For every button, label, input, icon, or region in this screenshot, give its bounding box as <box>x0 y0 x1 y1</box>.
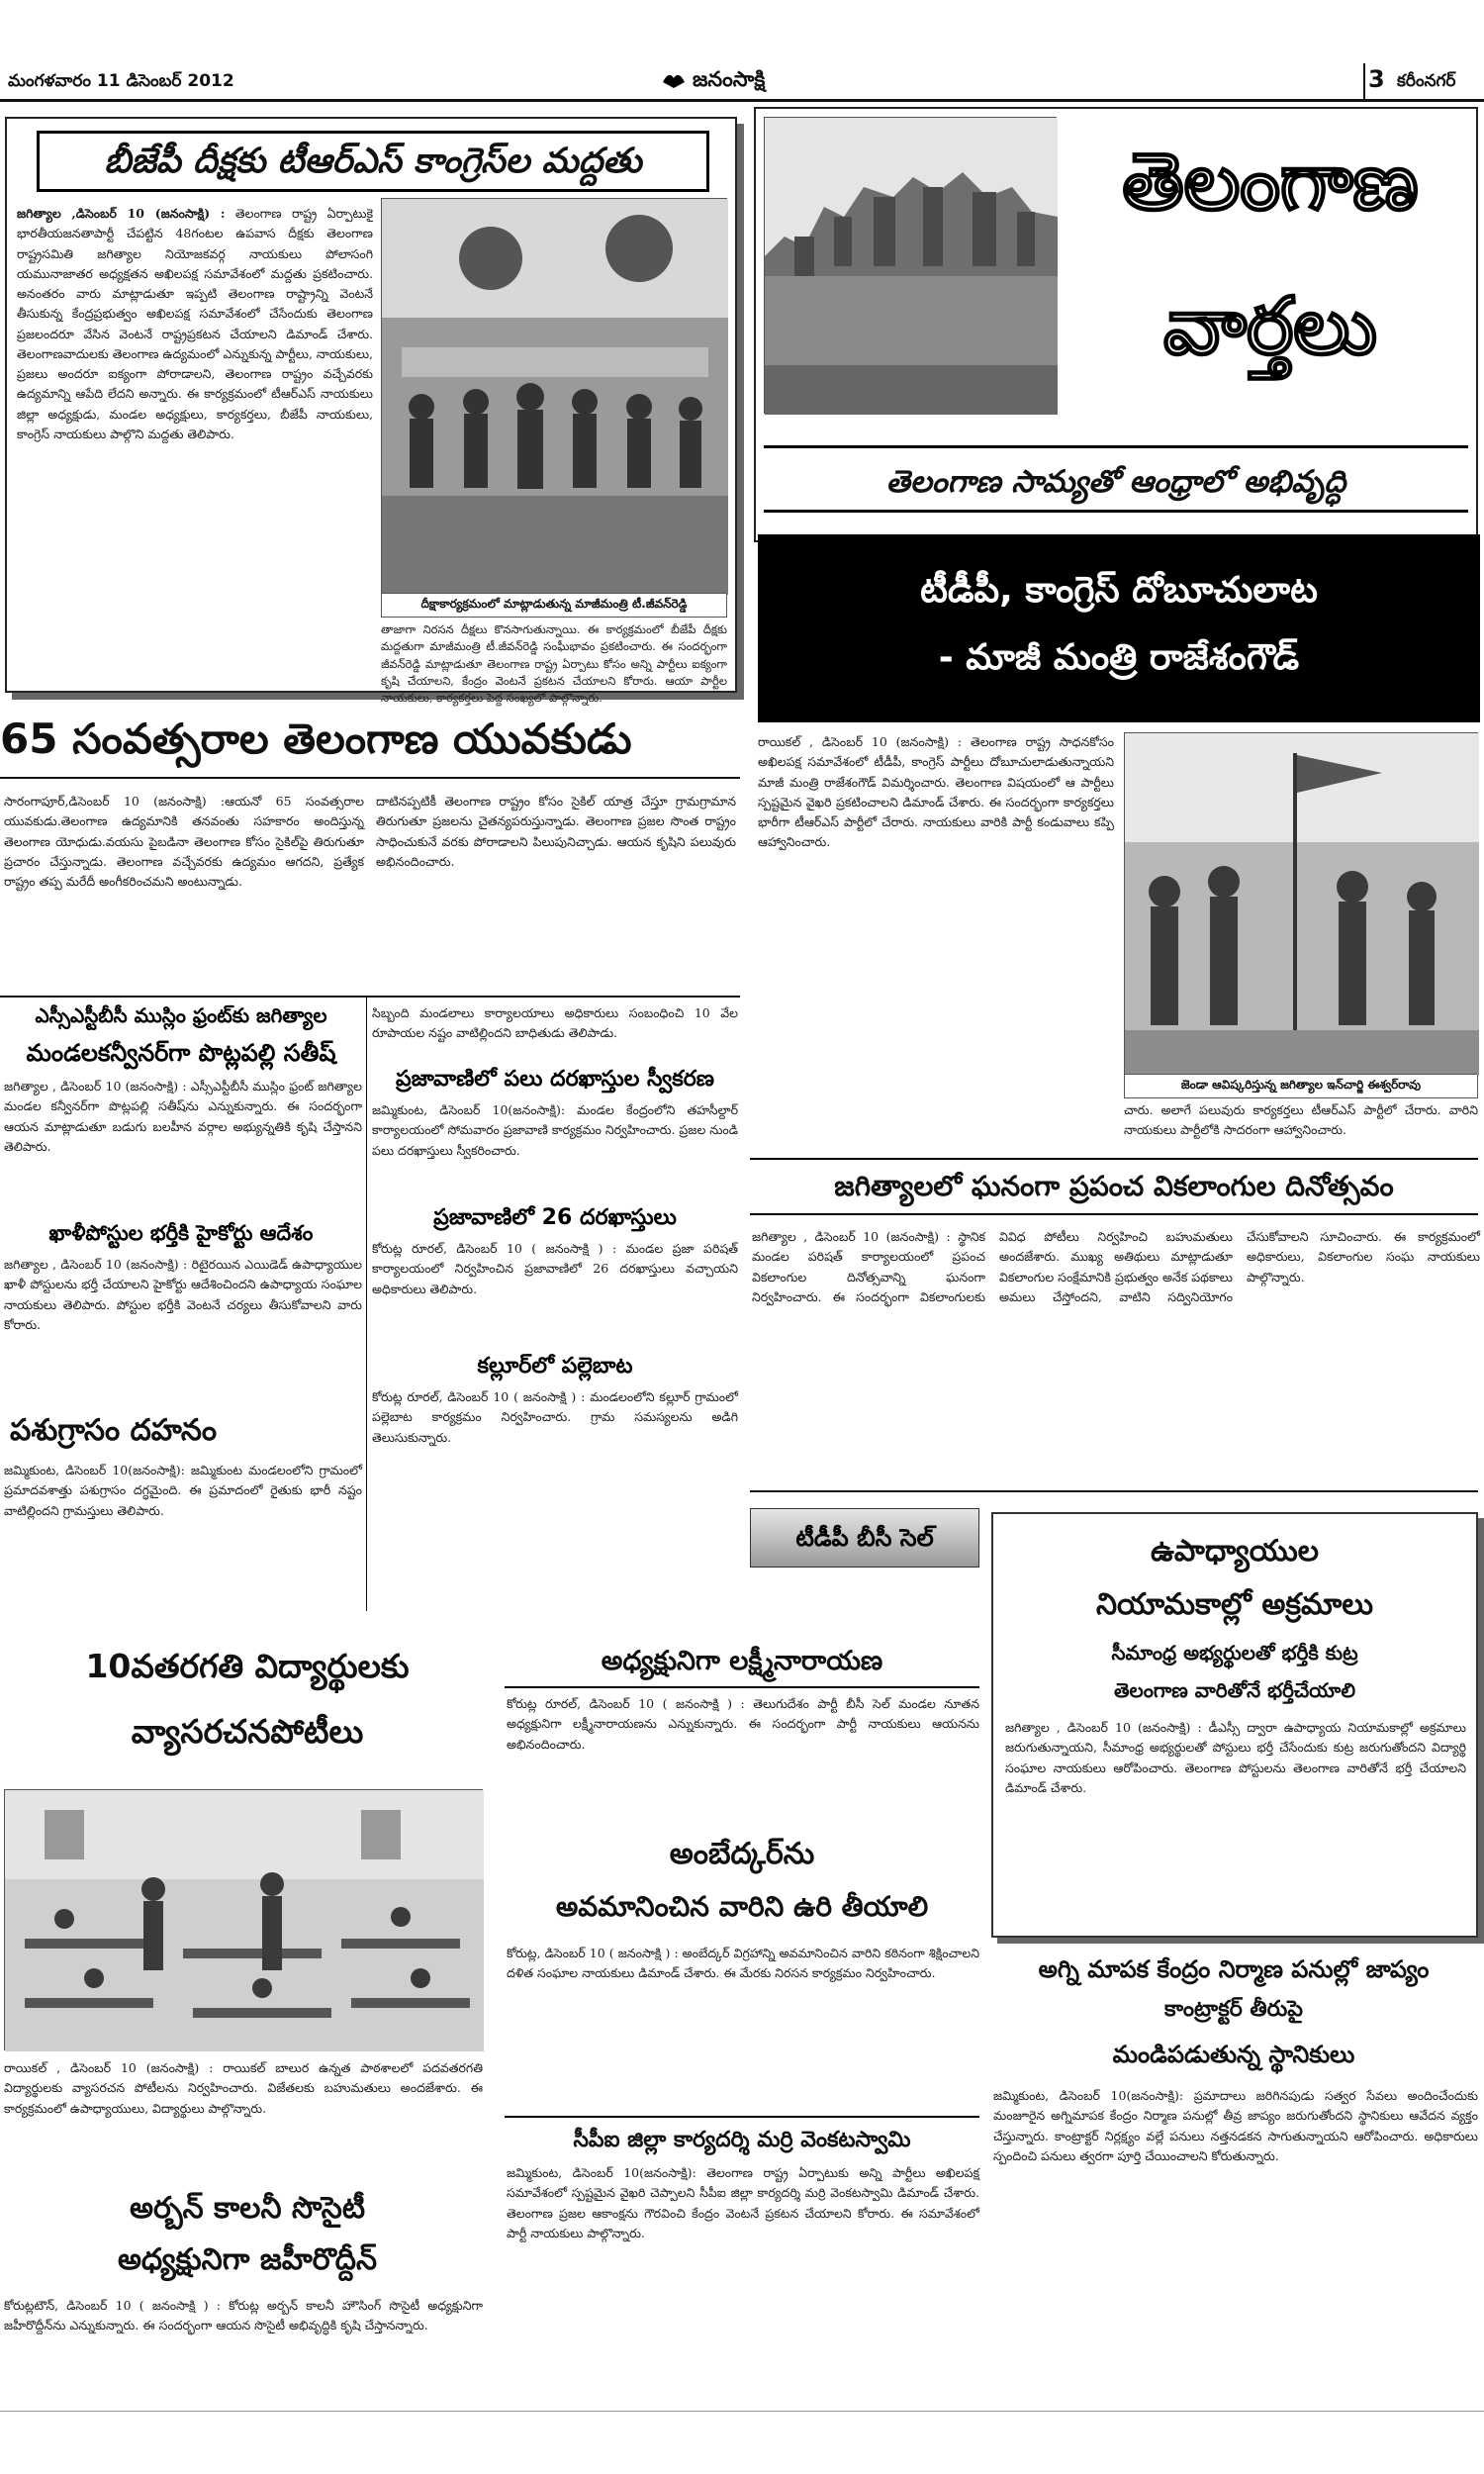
kalluru-headline: కల్లూర్‌లో పల్లెబాట <box>477 1354 633 1379</box>
dateline: జగిత్యాల ,డిసెంబర్ 10 (జనంసాక్షి) : <box>17 206 226 221</box>
masthead-rule <box>0 99 1484 102</box>
article-body <box>17 204 373 639</box>
scst-body: జగిత్యాల , డిసెంబర్ 10 (జనంసాక్షి) : ఎస్సీఎస్టీబీసీ ముస్లిం ఫ్రంట్ జగిత్యాల మండల కన్వీనర్‌గా పొట్లపల్లి సతీష్‌ను ఎన్నుకున్నారు. ఈ సందర్భంగా ఆయన మాట్లాడుతూ బడుగు బలహీన వర్గాల అభ్యున్నతికి కృషి చేస్తానని తెలిపారు. <box>4 1079 362 1154</box>
tenth-headline-line2: వ్యాసరచనపోటీలు <box>131 1712 364 1751</box>
26-applications-headline: ప్రజావాణిలో 26 దరఖాస్తులు <box>433 1205 677 1230</box>
prajavani-headline: ప్రజావాణిలో పలు దరఖాస్తుల స్వీకరణ <box>396 1067 714 1092</box>
headline-line2: - మాజీ మంత్రి రాజేశంగౌడ్ <box>938 637 1300 678</box>
tdp-article-body-continued: చారు. అలాగే పలువురు కార్యకర్తలు టీఆర్ఎస్ పార్టీలో చేరారు. వారిని నాయకులు పార్టీలోకి సాదరంగా ఆహ్వానించారు. <box>1124 1102 1478 1138</box>
banner-tagline: తెలంగాణ సామ్యతో ఆంధ్రాలో అభివృద్ధి <box>764 445 1468 513</box>
masthead-rule-page-box <box>1363 63 1365 99</box>
vacancies-body: జగిత్యాల , డిసెంబర్ 10 (జనంసాక్షి) : రిటైరయిన ఎయిడెడ్ ఉపాధ్యాయుల ఖాళీ పోస్టులను భర్తీ చేయాలని హైకోర్టు ఆదేశించిందని ఉపాధ్యాయ సంఘాల నాయకులు తెలిపారు. పోస్టుల భర్తీకి వెంటనే చర్యలు తీసుకోవాలని వారు కోరారు. <box>4 1257 362 1332</box>
kalluru-body: కోరుట్ల రూరల్, డిసెంబర్ 10 ( జనంసాక్షి ) : మండలంలోని కల్లూర్ గ్రామంలో పల్లెబాట కార్యక్రమం నిర్వహించారు. గ్రామ సమస్యలను అడిగి తెలుసుకున్నారు. <box>372 1389 738 1445</box>
youth-story-headline: 65 సంవత్సరాల తెలంగాణ యువకుడు <box>0 714 632 763</box>
article-body-continued: తాజాగా నిరసన దీక్షలు కొనసాగుతున్నాయి. ఈ కార్యక్రమంలో బీజేపీ దీక్షకు మద్దతుగా మాజీమంత్రి టీ.జీవన్‌రెడ్డి సంఘీభావం ప్రకటించారు. ఈ సందర్భంగా జీవన్‌రెడ్డి మాట్లాడుతూ తెలంగాణ రాష్ట్ర ఏర్పాటు కోసం అన్ని పార్టీలు ఐక్యంగా కృషి చేయాలని, కేంద్రం వెంటనే ప్రకటన చేయాలని కోరారు. ఆయా పార్టీల నాయకులు, కార్యకర్తలు పెద్ద సంఖ్యలో పాల్గొన్నారు. <box>381 622 727 705</box>
youth-headline-underline <box>0 777 740 779</box>
scst-subhead: మండలకన్వీనర్‌గా పొట్లపల్లి సతీష్ <box>26 1039 336 1067</box>
page-bottom-rule <box>0 2411 1484 2412</box>
ambedkar-headline-line1: అంబేద్కర్‌ను <box>669 1837 815 1871</box>
article-body: జగిత్యాల , డిసెంబర్ 10 (జనంసాక్షి) : డీఎస్సీ ద్వారా ఉపాధ్యాయ నియామకాల్లో అక్రమాలు జరుగుతున్నాయని, సీమాంధ్ర అభ్యర్థులతో పోస్టులు భర్తీ చేసేందుకు కుట్ర జరుగుతోందని విద్యార్థి సంఘాల నాయకులు ఆరోపించారు. తెలంగాణ పోస్టులను తెలంగాణ వారితోనే భర్తీ చేయాలని డిమాండ్ చేశారు. <box>1005 1720 1466 1795</box>
issue-date: మంగళవారం 11 డిసెంబర్ 2012 <box>8 71 234 91</box>
scst-headline: ఎస్సీఎస్టీబీసీ ముస్లిం ఫ్రంట్‌కు జగిత్యాల <box>35 1003 327 1027</box>
section-banner <box>754 107 1478 542</box>
urban-headline-line2: అధ్యక్షునిగా జహీరొద్దీన్ <box>117 2242 378 2277</box>
exam-hall-photo <box>4 1789 483 2050</box>
subhead2: తెలంగాణ వారితోనే భర్తీచేయాలి <box>1114 1678 1355 1702</box>
vacancies-headline: ఖాళీపోస్టుల భర్తీకి హైకోర్టు ఆదేశం <box>48 1221 314 1245</box>
fodder-body: జమ్మికుంట, డిసెంబర్ 10(జనంసాక్షి): జమ్మికుంట మండలంలోని గ్రామంలో ప్రమాదవశాత్తు పశుగ్రాసం దగ్ధమైంది. ఈ ప్రమాదంలో రైతుకు భారీ నష్టం వాటిల్లిందని గ్రామస్తులు తెలిపారు. <box>4 1463 362 1518</box>
flag-hoisting-photo <box>1124 732 1478 1098</box>
news-photo-dharna <box>381 198 727 618</box>
subhead1: సీమాంధ్ర అభ్యర్థులతో భర్తీకి కుట్ర <box>1111 1641 1358 1665</box>
disabled-day-body: జగిత్యాల , డిసెంబర్ 10 (జనంసాక్షి) : స్థానిక మండల పరిషత్ కార్యాలయంలో ప్రపంచ వికలాంగుల దినోత్సవాన్ని ఘనంగా నిర్వహించారు. ఈ సందర్భంగా వికలాంగులకు వివిధ పోటీలు నిర్వహించి బహుమతులు అందజేశారు. ముఖ్య అతిథులు మాట్లాడుతూ వికలాంగుల సంక్షేమానికి ప్రభుత్వం అనేక పథకాలు అమలు చేస్తోందని, వాటిని సద్వినియోగం చేసుకోవాలని సూచించారు. ఈ కార్యక్రమంలో అధికారులు, వికలాంగుల సంఘ నాయకులు పాల్గొన్నారు. <box>752 1229 1480 1304</box>
tenth-body: రాయికల్ , డిసెంబర్ 10 (జనంసాక్షి) : రాయికల్ బాలుర ఉన్నత పాఠశాలలో పదవతరగతి విద్యార్థులకు వ్యాసరచన పోటీలను నిర్వహించారు. విజేతలకు బహుమతులు అందజేశారు. ఈ కార్యక్రమంలో ఉపాధ్యాయులు, విద్యార్థులు పాల్గొన్నారు. <box>4 2060 483 2116</box>
paper-name: జనంసాక్షి <box>693 67 766 91</box>
urban-headline-line1: అర్బన్ కాలనీ సొసైటీ <box>130 2191 365 2226</box>
ambedkar-headline-line2: అవమానించిన వారిని ఉరి తీయాలి <box>555 1890 929 1923</box>
cpi-headline: సీపీఐ జిల్లా కార్యదర్శి మర్రి వెంకటస్వామి <box>505 2116 979 2157</box>
fort-photo <box>764 117 1057 414</box>
headline-line2: నియామకాల్లో అక్రమాలు <box>1095 1587 1374 1622</box>
cpi-body: జమ్మికుంట, డిసెంబర్ 10(జనంసాక్షి): తెలంగాణ రాష్ట్ర ఏర్పాటుకు అన్ని పార్టీలు అఖిలపక్ష సమావేశంలో స్పష్టమైన వైఖరి చెప్పాలని సీపీఐ జిల్లా కార్యదర్శి మర్రి వెంకటస్వామి డిమాండ్ చేశారు. తెలంగాణ ప్రజల ఆకాంక్షను గౌరవించి కేంద్రం వెంటనే ప్రకటన చేయాలని కోరారు. ఈ సమావేశంలో పార్టీ నాయకులు పాల్గొన్నారు. <box>507 2165 979 2240</box>
headline: బీజేపీ దీక్షకు టీఆర్ఎస్ కాంగ్రెస్‌ల మద్దతు <box>37 131 709 192</box>
paper-logo-icon <box>661 68 687 90</box>
prajavani-lead-body: సిబ్బంది మండలాలు కార్యాలయాలు అధికారులు సంబంధించి 10 వేల రూపాయల నష్టం వాటిల్లిందని బాధితుడు తెలిపాడు. <box>372 1005 738 1041</box>
tdp-headline-box <box>758 534 1480 722</box>
trs-support-story <box>5 117 737 705</box>
disabled-day-headline: జగిత్యాలలో ఘనంగా ప్రపంచ వికలాంగుల దినోత్సవం <box>750 1158 1478 1215</box>
headline-line1: ఉపాధ్యాయుల <box>1150 1534 1320 1569</box>
urban-body: కోరుట్లటౌన్, డిసెంబర్ 10 ( జనంసాక్షి ) : కోరుట్ల అర్బన్ కాలనీ హౌసింగ్ సొసైటీ అధ్యక్షునిగా జహీరొద్దీన్‌ను ఎన్నుకున్నారు. ఈ సందర్భంగా ఆయన సొసైటీ అభివృద్ధికి కృషి చేస్తానన్నారు. <box>4 2298 483 2333</box>
ambedkar-body: కోరుట్ల, డిసెంబర్ 10 ( జనంసాక్షి ) : అంబేద్కర్ విగ్రహాన్ని అవమానించిన వారిని కఠినంగా శిక్షించాలని దళిత సంఘాల నాయకులు డిమాండ్ చేశారు. ఈ మేరకు నిరసన కార్యక్రమం నిర్వహించారు. <box>507 1946 979 1981</box>
tenth-headline-line1: 10వతరగతి విద్యార్థులకు <box>85 1647 410 1685</box>
fire-headline-line2: కాంట్రాక్టర్ తీరుపై <box>1164 1997 1303 2022</box>
column-divider <box>366 998 367 1611</box>
tdp-article-body: రాయికల్ , డిసెంబర్ 10 (జనంసాక్షి) : తెలంగాణ రాష్ట్ర సాధనకోసం అఖిలపక్ష సమావేశంలో టీడీపీ, కాంగ్రెస్ పార్టీలు దోబూచులాడుతున్నాయని మాజీ మంత్రి రాజేశంగౌడ్ విమర్శించారు. తెలంగాణ విషయంలో ఆ పార్టీలు స్పష్టమైన వైఖరి ప్రకటించాలని డిమాండ్ చేశారు. ఈ సందర్భంగా కార్యకర్తలు భారీగా టీఆర్ఎస్ పార్టీలో చేరారు. నాయకులు వారికి పార్టీ కండువాలు కప్పి ఆహ్వానించారు. <box>758 734 1114 850</box>
26-applications-body: కోరుట్ల రూరల్, డిసెంబర్ 10 ( జనంసాక్షి ) : మండల ప్రజా పరిషత్ కార్యాలయంలో నిర్వహించిన ప్రజావాణిలో 26 దరఖాస్తులు వచ్చాయని అధికారులు తెలిపారు. <box>372 1241 738 1296</box>
prajavani-body: జమ్మికుంట, డిసెంబర్ 10(జనంసాక్షి): మండల కేంద్రంలోని తహసీల్దార్ కార్యాలయంలో సోమవారం ప్రజావాణి కార్యక్రమం నిర్వహించారు. ప్రజల నుండి పలు దరఖాస్తులు స్వీకరించారు. <box>372 1102 738 1158</box>
banner-title-line2: వార్తలు <box>1163 280 1377 372</box>
disabled-day-bottom-rule <box>750 1490 1478 1492</box>
bc-cell-body: కోరుట్ల రూరల్, డిసెంబర్ 10 ( జనంసాక్షి ) : తెలుగుదేశం పార్టీ బీసీ సెల్ మండల నూతన అధ్యక్షునిగా లక్ష్మీనారాయణను ఎన్నుకున్నారు. ఈ సందర్భంగా పార్టీ నాయకులు ఆయనను అభినందించారు. <box>507 1696 979 1752</box>
headline-line1: టీడీపీ, కాంగ్రెస్ దోబూచులాట <box>920 570 1318 611</box>
bc-cell-headline: టీడీపీ బీసీ సెల్ <box>750 1508 979 1568</box>
photo-caption: జెండా ఆవిష్కరిస్తున్న జగిత్యాల ఇన్‌చార్జి ఈశ్వర్‌రావు <box>1125 1074 1477 1097</box>
bc-cell-subhead: అధ్యక్షునిగా లక్ష్మీనారాయణ <box>505 1639 979 1688</box>
youth-story-col1: సారంగాపూర్,డిసెంబర్ 10 (జనంసాక్షి) :ఆయనో 65 సంవత్సరాల యువకుడు.తెలంగాణ ఉద్యమానికి తనవంతు సహకారం అందిస్తున్న తెలంగాణ యోధుడు.వయసు పైబడినా తెలంగాణ కోసం సైకిల్‌పై తిరుగుతూ ప్రచారం చేస్తున్నాడు. తెలంగాణ వచ్చేవరకు ఉద్యమం ఆగదని, ప్రత్యేక రాష్ట్రం తప్ప మరేదీ అంగీకరించమని అంటున్నాడు. <box>4 794 364 889</box>
masthead <box>0 59 1484 99</box>
fire-headline-line3: మండిపడుతున్న స్థానికులు <box>1112 2041 1355 2068</box>
body-text: తెలంగాణ రాష్ట్ర ఏర్పాటుకై భారతీయజనతాపార్టీ చేపట్టిన 48గంటల ఉపవాస దీక్షకు తెలంగాణ రాష్ట్రసమితి జగిత్యాల నియోజకవర్గ నాయకులు పోలాసంగి యమునాజాతర అధ్యక్షతన అఖిలపక్ష సమావేశంలో మద్దతు ప్రకటించారు. అనంతరం వారు మాట్లాడుతూ ఇప్పటి తెలంగాణ రాష్ట్రాన్ని వెంటనే తీసుకున్న కేంద్రప్రభుత్వం అఖిలపక్ష సమావేశంలో చేసేందుకు తెలంగాణ ప్రజలందరూ వేసిన వెంటనే రాష్ట్రప్రకటన చేయాలని డిమాండ్ చేశారు. తెలంగాణవాదులకు తెలంగాణ ఉద్యమంలో ఎన్నుకున్న పార్టీలు, నాయకులు, ప్రజలు అందరూ ఐక్యంగా పోరాడాలని, తెలంగాణ రాష్ట్రం వచ్చేవరకు ఉద్యమాన్ని ఆపేది లేదని అన్నారు. ఈ కార్యక్రమంలో టీఆర్ఎస్ నాయకులు జిల్లా అధ్యక్షుడు, మండల అధ్యక్షులు, కార్యకర్తలు, బీజేపీ నాయకులు, కాంగ్రెస్ నాయకులు పాల్గొని మద్దతు తెలిపారు. <box>17 206 374 441</box>
fodder-headline: పశుగ్రాసం దహనం <box>10 1413 218 1448</box>
edition-name: కరీంనగర్ <box>1397 71 1456 91</box>
page-number: 3 <box>1368 65 1385 93</box>
photo-caption: దీక్షాకార్యక్రమంలో మాట్లాడుతున్న మాజీమంత్రి టీ.జీవన్‌రెడ్డి <box>382 593 726 617</box>
youth-story-col2: దాటినప్పటికీ తెలంగాణ రాష్ట్రం కోసం సైకిల్ యాత్ర చేస్తూ గ్రామగ్రామాన తిరుగుతూ ప్రజలను చైతన్యపరుస్తున్నాడు. తెలంగాణ ప్రజల సొంత రాష్ట్రం సాధించుకునే వరకు పోరాడాలని పిలుపునిచ్చాడు. ఆయన కృషిని పలువురు అభినందించారు. <box>376 794 736 869</box>
youth-story-bottom-rule <box>0 996 740 998</box>
fire-body: జమ్మికుంట, డిసెంబర్ 10(జనంసాక్షి): ప్రమాదాలు జరిగినపుడు సత్వర సేవలు అందించేందుకు మంజూరైన అగ్నిమాపక కేంద్రం నిర్మాణ పనుల్లో తీవ్ర జాప్యం జరుగుతోందని స్థానికులు ఆవేదన వ్యక్తం చేస్తున్నారు. కాంట్రాక్టర్ నిర్లక్ష్యం వల్లే పనులు నత్తనడకన సాగుతున్నాయని ఆరోపించారు. అధికారులు స్పందించి పనులు త్వరగా పూర్తి చేయించాలని కోరుతున్నారు. <box>993 2088 1478 2163</box>
fire-headline-line1: అగ్ని మాపక కేంద్రం నిర్మాణ పనుల్లో జాప్యం <box>1038 1955 1430 1983</box>
teachers-recruitment-story <box>991 1512 1478 1938</box>
banner-title-line1: తెలంగాణ <box>1122 136 1419 228</box>
